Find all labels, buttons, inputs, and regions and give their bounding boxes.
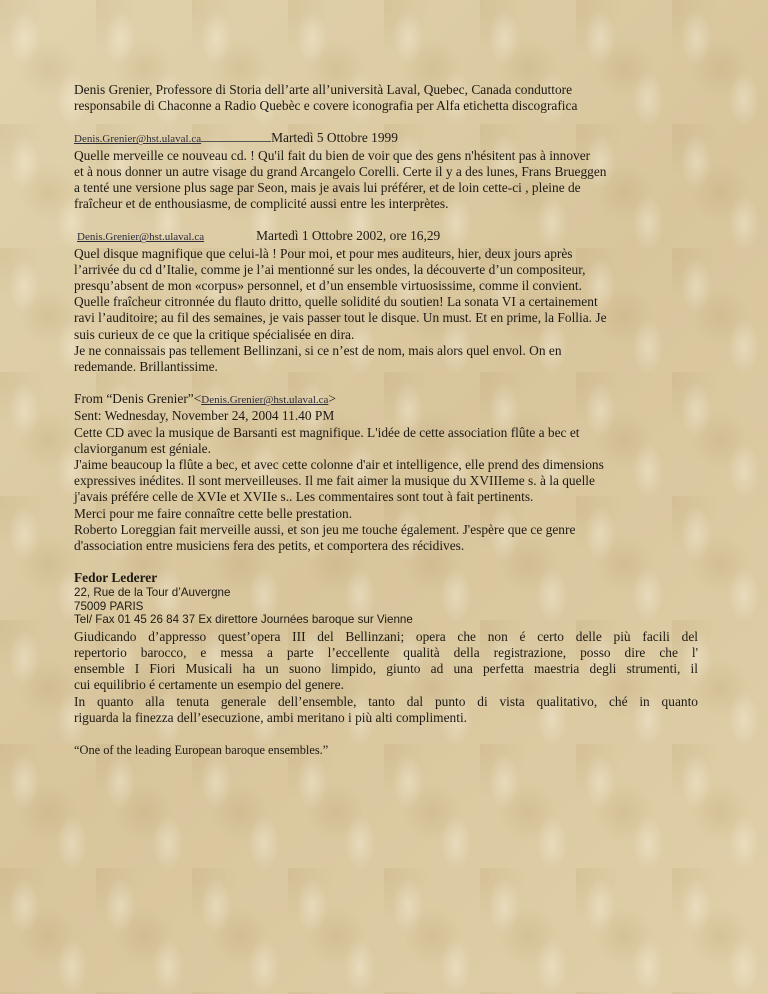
review-header <box>74 130 698 147</box>
review-1999 <box>74 130 698 212</box>
review-line: J'aime beaucoup la flûte a bec, et avec cette colonne d'air et intelligence, elle prend des dimensions <box>74 457 604 473</box>
review-line: Cette CD avec la musique de Barsanti est magnifique. L'idée de cette association flûte a bec et <box>74 424 580 440</box>
review-date: Martedì 5 Ottobre 1999 <box>271 130 398 146</box>
review-line: cui equilibrio é certamente un esempio del genere. <box>74 677 344 693</box>
review-line: Quel disque magnifique que celui-là ! Pour moi, et pour mes auditeurs, hier, deux jours après <box>74 245 573 261</box>
review-line: a tenté une versione plus sage par Seon, mais je avais lui préférer, et de loin cette-ci , pleine de <box>74 180 581 196</box>
review-text <box>74 629 698 726</box>
intro-line: responsabile di Chaconne a Radio Quebèc e covere iconografia per Alfa etichetta discografica <box>74 98 578 114</box>
review-line: In quanto alla tenuta generale dell’ensemble, tanto dal punto di vista qualitativo, ché in quanto <box>74 693 698 709</box>
email-link[interactable]: Denis.Grenier@hst.ulaval.ca <box>77 231 205 244</box>
from-line <box>74 391 698 408</box>
intro-block <box>74 82 698 114</box>
review-line: riguarda la finezza dell’esecuzione, ambi meritano i più alti complimenti. <box>74 709 468 725</box>
reviewer-name: Fedor Lederer <box>74 570 158 586</box>
review-line: Quelle merveille ce nouveau cd. ! Qu'il fait du bien de voir que des gens n'hésitent pas à innover <box>74 147 591 163</box>
intro-line: Denis Grenier, Professore di Storia dell’arte all’università Laval, Quebec, Canada conduttore <box>74 82 573 97</box>
review-line: Giudicando d’appresso quest’opera III del Bellinzani; opera che non é certo delle più facili del <box>74 628 698 644</box>
address-line: 22, Rue de la Tour d’Auvergne <box>74 586 231 600</box>
closing-block <box>74 742 698 758</box>
email-link[interactable]: Denis.Grenier@hst.ulaval.ca <box>74 133 202 146</box>
underline-spacer <box>201 131 271 142</box>
review-line: Je ne connaissais pas tellement Bellinzani, si ce n’est de nom, mais alors quel envol. On en <box>74 342 562 358</box>
address-line: 75009 PARIS <box>74 599 144 613</box>
review-line: repertorio barocco, e messa a parte l’eccellente qualità della registrazione, posso dire che l' <box>74 644 698 660</box>
review-line: redemande. Brillantissime. <box>74 359 218 375</box>
review-line: Quelle fraîcheur citronnée du flauto dritto, quelle solidité du soutien! La sonata VI a certainement <box>74 294 598 310</box>
review-line: j'avais préfére celle de XVIe et XVIIe s.. Les commentaires sont tout à fait pertinents. <box>74 489 534 505</box>
contact-line: Tel/ Fax 01 45 26 84 37 Ex direttore Journées baroque sur Vienne <box>74 613 413 627</box>
sent-line: Sent: Wednesday, November 24, 2004 11.40 PM <box>74 408 335 424</box>
from-label: From “Denis Grenier”< <box>74 391 202 407</box>
email-link[interactable]: Denis.Grenier@hst.ulaval.ca <box>201 394 329 407</box>
review-line: claviorganum est géniale. <box>74 440 211 456</box>
review-line: et à nous donner un autre visage du grand Arcangelo Corelli. Certe il y a des lunes, Frans Brueggen <box>74 163 607 179</box>
review-2002 <box>74 228 698 375</box>
review-header <box>74 228 698 245</box>
review-line: Merci pour me faire connaître cette belle prestation. <box>74 505 353 521</box>
review-line: l’arrivée du cd d’Italie, comme je l’ai mentionné sur les ondes, la découverte d’un compositeur, <box>74 261 586 277</box>
review-date: Martedì 1 Ottobre 2002, ore 16,29 <box>256 228 441 244</box>
review-line: suis curieux de ce que la critique spécialisée en dira. <box>74 326 355 342</box>
review-line: presqu’absent de mon «corpus» personnel, et d’un ensemble virtuosissime, comme il convient. <box>74 278 582 294</box>
from-close: > <box>328 391 336 407</box>
review-line: d'association entre musiciens fera des petits, et comportera des récidives. <box>74 538 465 554</box>
closing-quote: “One of the leading European baroque ensembles.” <box>74 742 329 757</box>
review-line: Roberto Loreggian fait merveille aussi, et son jeu me touche également. J'espère que ce genre <box>74 521 576 537</box>
review-line: expressives inédites. Il sont merveilleuses. Il me fait aimer la musique du XVIIIeme s. à la quelle <box>74 473 595 489</box>
document-body <box>74 82 698 758</box>
review-line: fraîcheur et de enthousiasme, de complicité aussi entre les interprètes. <box>74 196 449 212</box>
review-lederer <box>74 570 698 726</box>
review-line: ravi l’auditoire; au fil des semaines, je vais passer tout le disque. Un must. Et en prime, la Follia. Je <box>74 310 607 326</box>
review-2004 <box>74 391 698 554</box>
review-line: ensemble I Fiori Musicali ha un suono limpido, giunto ad una perfetta maestria degli strumenti, il <box>74 661 698 677</box>
